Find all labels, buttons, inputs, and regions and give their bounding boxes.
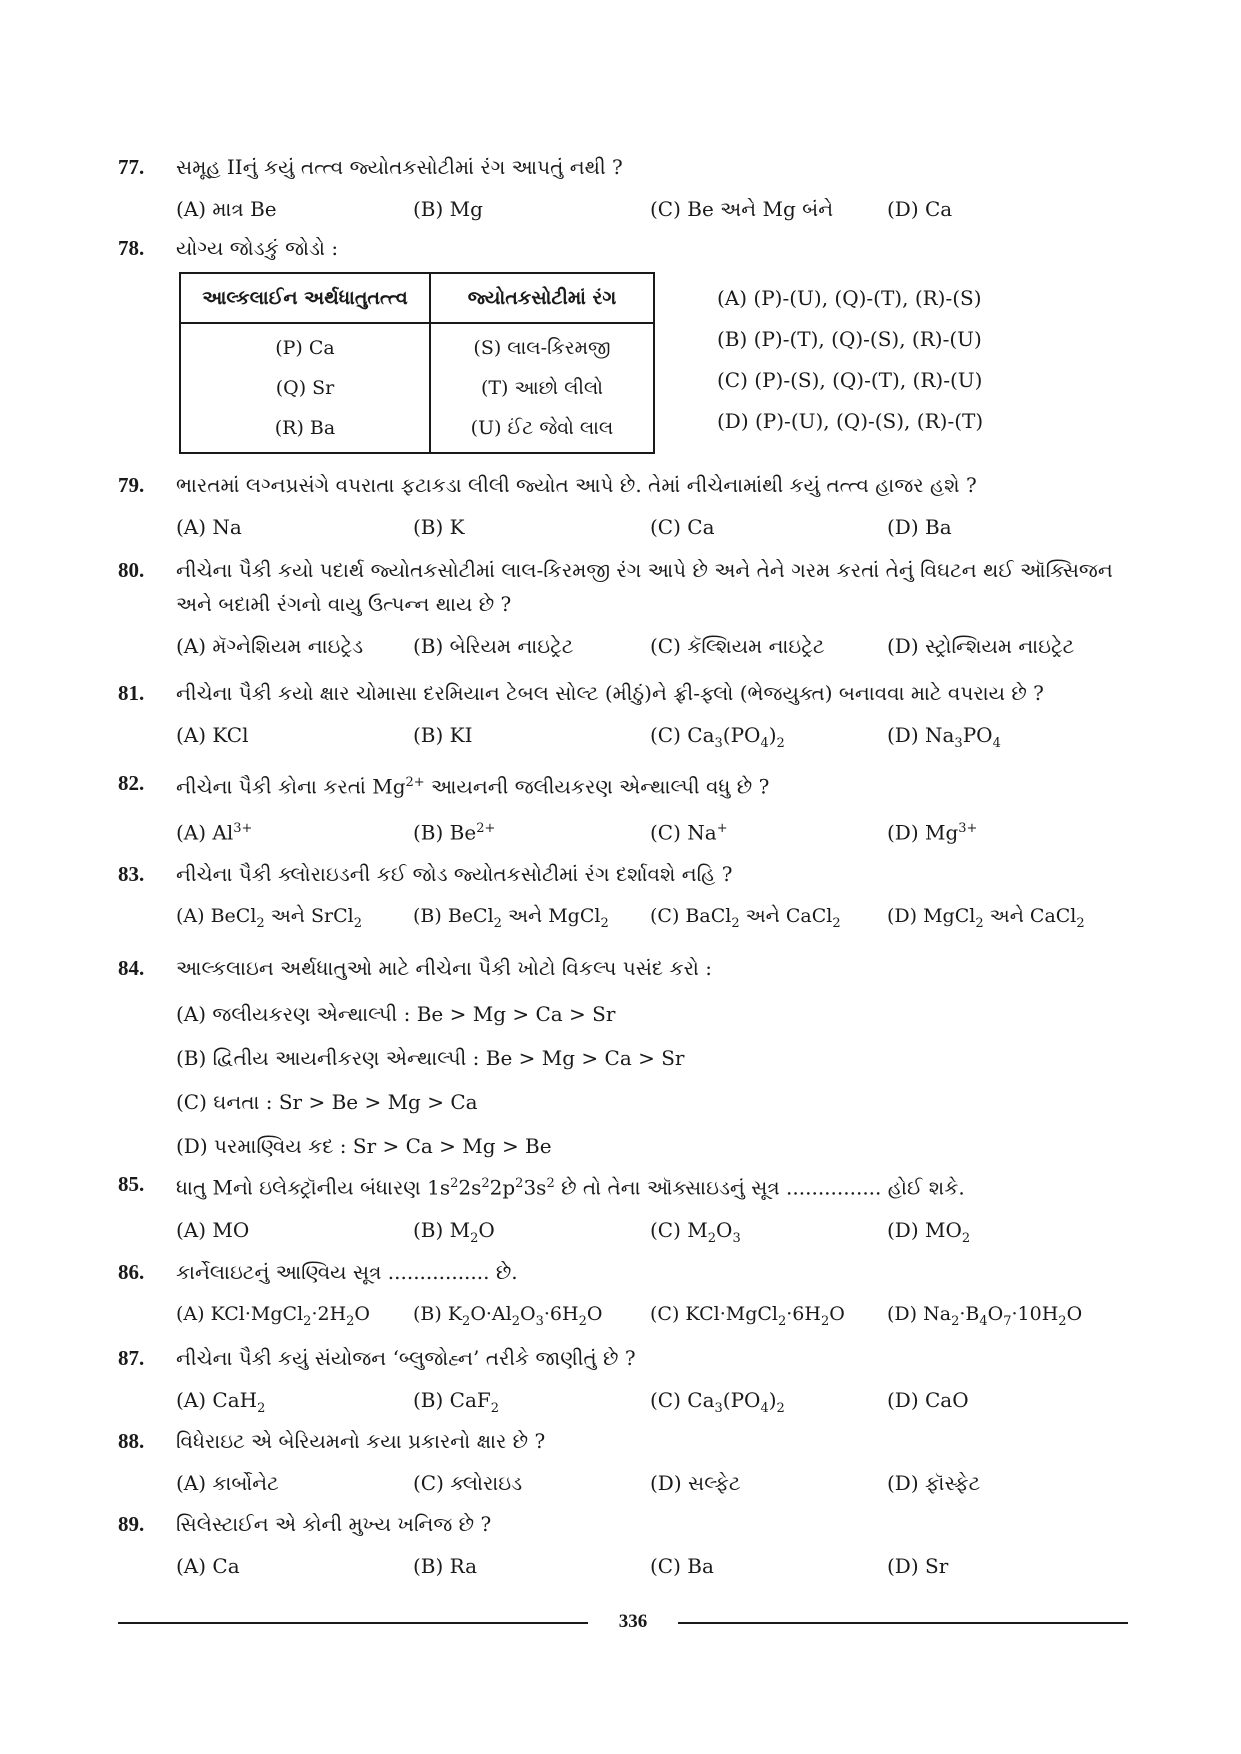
option-c: (C) $KCl\cdot MgCl_2\cdot 6H_2O$ — [650, 1303, 845, 1329]
question-number: 83. — [118, 862, 145, 886]
option-a: (A) Na — [176, 515, 242, 539]
question-text: નીચેના પૈકી ક્લોરાઇડની કઈ જોડ જ્યોતકસોટીમાં રંગ દર્શાવશે નહિ ? — [176, 862, 733, 886]
option-b: (B) Ra — [413, 1554, 478, 1578]
option-c: (C) ઘનતા : Sr > Be > Mg > Ca — [176, 1090, 478, 1114]
table-column-elements — [180, 323, 430, 453]
option-a: (A) MO — [176, 1217, 250, 1242]
question-text: નીચેના પૈકી કયો પદાર્થ જ્યોતકસોટીમાં લાલ-કિરમજી રંગ આપે છે અને તેને ગરમ કરતાં તેનું વિઘટન થઈ ઑક્સિજન અને બદામી રંગનો વાયુ ઉત્પન્ન થાય છે ? — [176, 558, 1113, 616]
option-c: (C) Ba — [650, 1554, 714, 1578]
option-d: (D) પરમાણ્વિય કદ : Sr > Ca > Mg > Be — [176, 1134, 552, 1158]
question-88 — [118, 1424, 1128, 1498]
option-c: (C) Na+ — [650, 820, 728, 845]
option-b: (B) $M_2O$ — [413, 1217, 495, 1246]
option-d: (D) (P)-(U), (Q)-(S), (R)-(T) — [717, 409, 984, 433]
option-a: (A) કાર્બોનેટ — [176, 1471, 279, 1495]
option-a: (A) $Al^{3+}$ — [176, 820, 253, 845]
question-86 — [118, 1255, 1128, 1337]
option-b: (B) CaF$_2$ — [413, 1388, 500, 1416]
table-header-elements: આલ્કલાઈન અર્થધાતુતત્ત્વ — [180, 273, 430, 323]
question-83 — [118, 857, 1128, 939]
table-cell: (P) Ca — [275, 337, 335, 359]
question-number: 80. — [118, 558, 145, 582]
table-cell: (T) આછો લીલો — [480, 377, 604, 399]
option-b: (B) $Be^{2+}$ — [413, 820, 496, 845]
question-number: 85. — [118, 1172, 145, 1196]
option-c: (C) કૅલ્શિયમ નાઇટ્રેટ — [650, 634, 825, 658]
question-text: ધાતુ Mનો ઇલેક્ટ્રૉનીય બંધારણ $1s^22s^22p^23s^2$ છે તો તેના ઑક્સાઇડનું સૂત્ર ............... હોઈ શકે. — [176, 1175, 965, 1200]
table-cell: (U) ઈંટ જેવો લાલ — [470, 417, 614, 439]
page-footer — [118, 1611, 1128, 1635]
option-c: (C) (P)-(S), (Q)-(T), (R)-(U) — [717, 368, 983, 392]
footer-rule-right — [678, 1622, 1128, 1624]
options-row — [176, 512, 1128, 542]
option-b: (B) Mg — [413, 197, 483, 221]
option-c: (C) $Ca_3(PO_4)_2$ — [650, 1388, 785, 1416]
option-d: (D) $MO_2$ — [887, 1217, 971, 1246]
option-a: (A) માત્ર Be — [176, 197, 277, 221]
question-number: 88. — [118, 1429, 145, 1453]
table-header-flame-color: જ્યોતકસોટીમાં રંગ — [430, 273, 654, 323]
option-d: (D) Ca — [887, 197, 953, 221]
question-number: 78. — [118, 236, 145, 260]
option-d: (D) Sr — [887, 1554, 949, 1578]
question-text: સિલેસ્ટાઈન એ કોની મુખ્ય ખનિજ છે ? — [176, 1512, 492, 1536]
question-number: 86. — [118, 1260, 145, 1284]
option-d-second: (D) ફૉસ્ફેટ — [887, 1471, 981, 1495]
options-row — [176, 1385, 1128, 1424]
option-c: (C) Ca — [650, 515, 715, 539]
options-row — [176, 1468, 1128, 1498]
question-81 — [118, 676, 1128, 759]
question-77 — [118, 150, 1128, 224]
page-number: 336 — [618, 1611, 648, 1632]
option-c: (C) $M_2O_3$ — [650, 1217, 741, 1246]
options-row — [176, 631, 1128, 661]
option-b: (B) K — [413, 515, 465, 539]
option-b: (B) બેરિયમ નાઇટ્રેટ — [413, 634, 574, 658]
table-cell: (R) Ba — [274, 417, 336, 439]
option-b: (B) દ્વિતીય આયનીકરણ એન્થાલ્પી : Be > Mg > Ca > Sr — [176, 1046, 685, 1070]
question-84 — [118, 951, 1128, 1161]
question-text: કાર્નેલાઇટનું આણ્વિય સૂત્ર ................ છે. — [176, 1260, 518, 1284]
option-d: (D) $Na_2\cdot B_4O_7\cdot 10H_2O$ — [887, 1303, 1083, 1329]
option-b: (B) (P)-(T), (Q)-(S), (R)-(U) — [717, 327, 982, 351]
option-c: (C) Be અને Mg બંને — [650, 197, 834, 221]
option-b: (B) $K_2O\cdot Al_2O_3\cdot 6H_2O$ — [413, 1303, 603, 1329]
question-number: 81. — [118, 681, 145, 705]
question-85 — [118, 1167, 1128, 1254]
options-row — [176, 1215, 1128, 1254]
question-text: યોગ્ય જોડકું જોડો : — [176, 236, 339, 260]
question-82 — [118, 766, 1128, 847]
option-d: (D) MgCl$_2$ અને CaCl$_2$ — [887, 905, 1085, 931]
question-number: 77. — [118, 155, 145, 179]
question-text: નીચેના પૈકી કોના કરતાં $Mg^{2+}$ આયનની જલીયકરણ એન્થાલ્પી વધુ છે ? — [176, 774, 770, 799]
option-c: (C) $Ca_3(PO_4)_2$ — [650, 723, 785, 751]
question-text: આલ્કલાઇન અર્થધાતુઓ માટે નીચેના પૈકી ખોટો વિકલ્પ પસંદ કરો : — [176, 956, 713, 980]
question-80 — [118, 553, 1128, 661]
option-a: (A) KCl — [176, 723, 249, 747]
question-number: 89. — [118, 1512, 145, 1536]
question-number: 79. — [118, 473, 145, 497]
option-a: (A) CaH$_2$ — [176, 1388, 266, 1416]
question-78 — [118, 231, 1128, 265]
match-table — [179, 272, 655, 454]
option-a: (A) $KCl\cdot MgCl_2\cdot 2H_2O$ — [176, 1303, 370, 1329]
match-table-wrap — [179, 272, 655, 454]
option-a: (A) જલીયકરણ એન્થાલ્પી : Be > Mg > Ca > Sr — [176, 1002, 616, 1026]
option-d: (D) સલ્ફેટ — [650, 1471, 741, 1495]
option-b: (B) KI — [413, 723, 473, 747]
footer-rule-left — [118, 1622, 588, 1624]
option-a: (A) Ca — [176, 1554, 240, 1578]
question-text: સમૂહ IIનું કયું તત્ત્વ જ્યોતકસોટીમાં રંગ આપતું નથી ? — [176, 155, 623, 179]
question-text: વિધેરાઇટ એ બેરિયમનો કયા પ્રકારનો ક્ષાર છે ? — [176, 1429, 546, 1453]
option-c: (C) BaCl$_2$ અને CaCl$_2$ — [650, 905, 841, 931]
question-79 — [118, 468, 1128, 542]
option-c: (C) ક્લોરાઇડ — [413, 1471, 523, 1495]
table-cell: (Q) Sr — [275, 377, 335, 399]
options-row — [176, 901, 1128, 939]
match-options — [717, 278, 983, 442]
question-number: 87. — [118, 1346, 145, 1370]
question-text: નીચેના પૈકી કયું સંયોજન ‘બ્લુજોહ્ન’ તરીકે જાણીતું છે ? — [176, 1346, 636, 1370]
options-list — [176, 999, 1128, 1161]
question-number: 82. — [118, 771, 145, 795]
option-d: (D) $Mg^{3+}$ — [887, 820, 978, 845]
question-text: ભારતમાં લગ્નપ્રસંગે વપરાતા ફટાકડા લીલી જ્યોત આપે છે. તેમાં નીચેનામાંથી કયું તત્ત્વ હાજર હશે ? — [176, 473, 977, 497]
options-row — [176, 1551, 1128, 1581]
question-text: નીચેના પૈકી કયો ક્ષાર ચોમાસા દરમિયાન ટેબલ સોલ્ટ (મીઠું)ને ફ્રી-ફ્લો (ભેજયુક્ત) બનાવવા માટે વપરાય છે ? — [176, 681, 1044, 705]
option-d: (D) CaO — [887, 1388, 969, 1412]
option-d: (D) સ્ટ્રોન્શિયમ નાઇટ્રેટ — [887, 634, 1075, 658]
question-87 — [118, 1341, 1128, 1424]
question-89 — [118, 1507, 1128, 1581]
option-a: (A) (P)-(U), (Q)-(T), (R)-(S) — [717, 286, 982, 310]
options-row — [176, 720, 1128, 759]
options-row — [176, 1299, 1128, 1337]
options-row — [176, 814, 1128, 848]
table-column-colors — [430, 323, 654, 453]
option-d: (D) $Na_3PO_4$ — [887, 723, 1001, 751]
option-d: (D) Ba — [887, 515, 952, 539]
option-a: (A) મૅગ્નેશિયમ નાઇટ્રેડ — [176, 634, 364, 658]
question-number: 84. — [118, 956, 145, 980]
option-b: (B) BeCl$_2$ અને MgCl$_2$ — [413, 905, 609, 931]
table-cell: (S) લાલ-કિરમજી — [473, 337, 611, 359]
options-row — [176, 194, 1128, 224]
option-a: (A) BeCl$_2$ અને SrCl$_2$ — [176, 905, 362, 931]
